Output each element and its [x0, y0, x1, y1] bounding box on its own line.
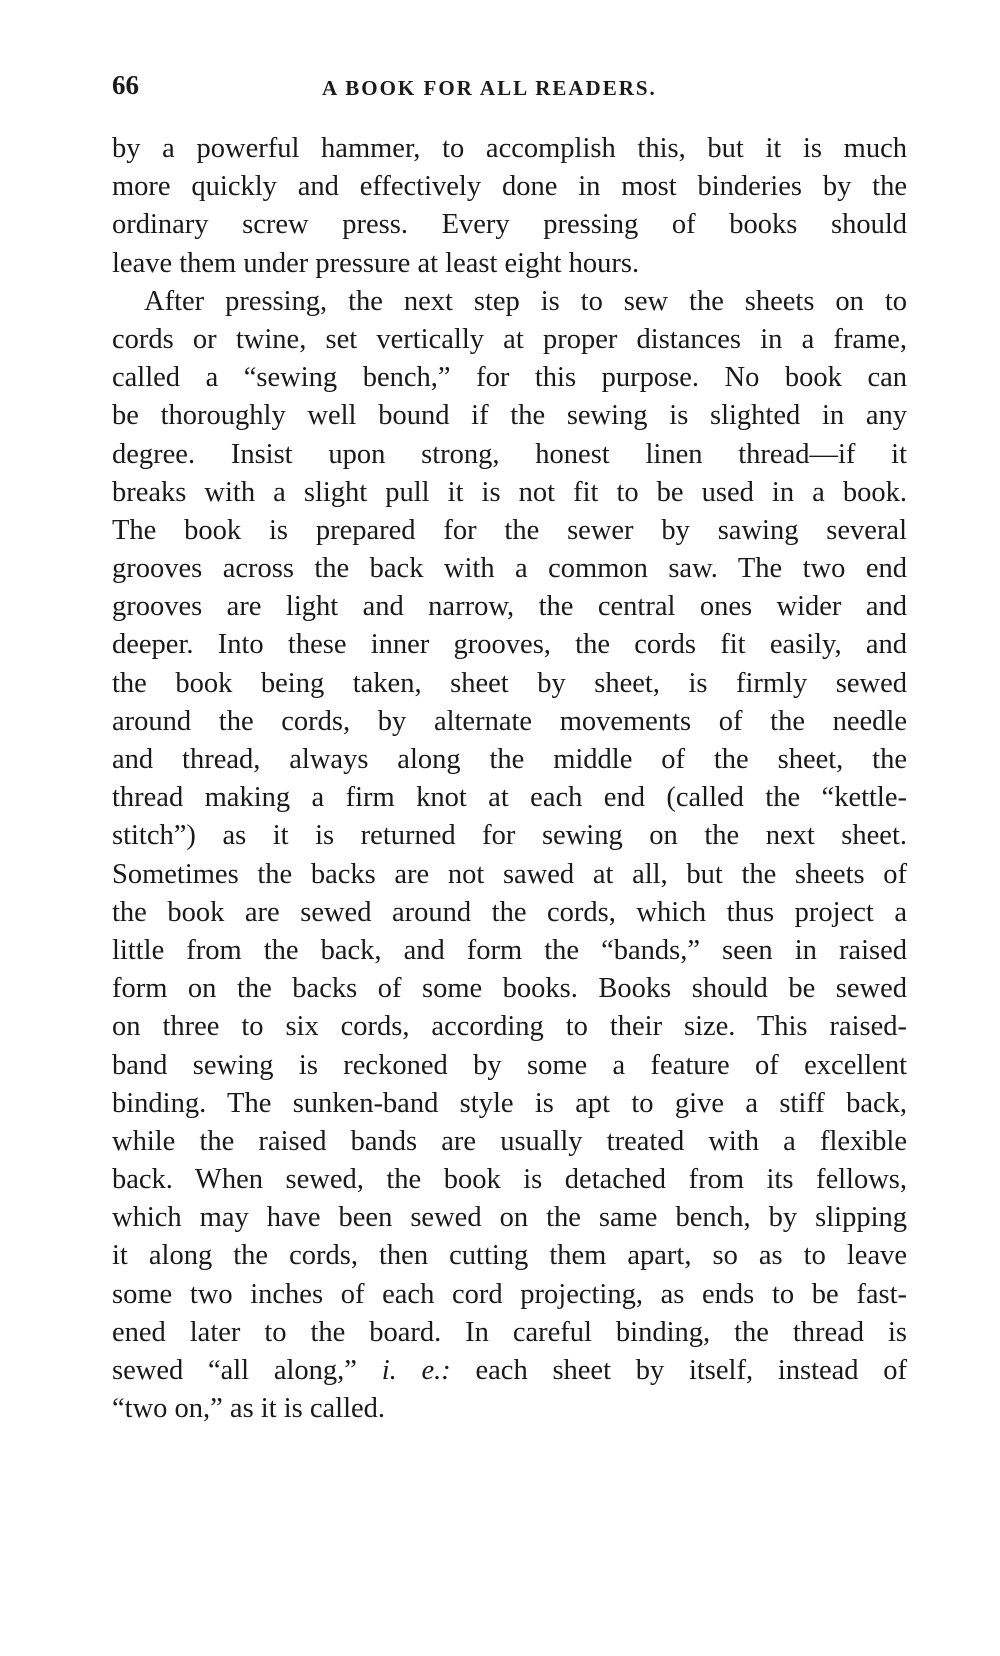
line-text: The book is prepared for the sewer by sawing several [112, 514, 907, 546]
text-line [112, 1390, 907, 1428]
text-line [112, 206, 907, 244]
text-line [112, 970, 907, 1008]
line-text: the book being taken, sheet by sheet, is firmly sewed [112, 667, 907, 699]
line-text-after: each sheet by itself, instead of [475, 1355, 908, 1386]
text-line [112, 1352, 907, 1390]
text-line [112, 130, 907, 168]
text-line [112, 1047, 907, 1085]
text-line [112, 741, 907, 779]
line-text: thread making a firm knot at each end (called the “kettle- [112, 782, 907, 814]
running-title: A BOOK FOR ALL READERS. [322, 76, 657, 100]
page-number: 66 [112, 70, 139, 100]
text-line [112, 665, 907, 703]
line-text: degree. Insist upon strong, honest linen thread—if it [112, 438, 907, 470]
line-text: more quickly and effectively done in most binderies by the [112, 171, 907, 203]
text-line [112, 588, 907, 626]
line-text: “two on,” as it is called. [112, 1393, 386, 1425]
text-line [112, 283, 907, 321]
line-text: around the cords, by alternate movements of the needle [112, 705, 907, 737]
text-line [112, 359, 907, 397]
line-text: band sewing is reckoned by some a feature of excellent [112, 1049, 907, 1081]
line-text: on three to six cords, according to their size. This raised- [112, 1011, 907, 1043]
line-text: Sometimes the backs are not sawed at all, but the sheets of [112, 858, 907, 890]
text-line [112, 168, 907, 206]
text-line [112, 779, 907, 817]
text-line [112, 894, 907, 932]
line-text: while the raised bands are usually treated with a flexible [112, 1125, 907, 1157]
line-text: ordinary screw press. Every pressing of books should [112, 209, 907, 241]
line-text: some two inches of each cord projecting, as ends to be fast- [112, 1278, 907, 1310]
text-line [112, 932, 907, 970]
line-text: breaks with a slight pull it is not fit to be used in a book. [112, 476, 907, 508]
line-text: grooves across the back with a common saw. The two end [112, 553, 907, 585]
line-text: sewed “all along,” [112, 1355, 357, 1386]
italic-abbreviation: i. e.: [381, 1355, 451, 1386]
text-line [112, 626, 907, 664]
line-text: cords or twine, set vertically at proper distances in a frame, [112, 323, 907, 355]
line-text: be thoroughly well bound if the sewing is slighted in any [112, 400, 907, 432]
line-text: and thread, always along the middle of the sheet, the [112, 744, 907, 775]
line-text: by a powerful hammer, to accomplish this, but it is much [112, 133, 907, 164]
line-text: binding. The sunken-band style is apt to give a stiff back, [112, 1087, 907, 1119]
line-text: which may have been sewed on the same bench, by slipping [112, 1202, 907, 1234]
line-text: After pressing, the next step is to sew the sheets on to [144, 285, 907, 317]
text-line [112, 1199, 907, 1237]
text-line [112, 856, 907, 894]
text-line [112, 1161, 907, 1199]
line-text: form on the backs of some books. Books should be sewed [112, 973, 907, 1005]
text-line [112, 1123, 907, 1161]
text-line [112, 817, 907, 855]
text-line [112, 436, 907, 474]
text-line [112, 474, 907, 512]
line-text: called a “sewing bench,” for this purpose. No book can [112, 362, 907, 394]
text-line [112, 1008, 907, 1046]
line-text: deeper. Into these inner grooves, the cords fit easily, and [112, 629, 907, 661]
line-text: grooves are light and narrow, the central ones wider and [112, 591, 907, 623]
text-line [112, 703, 907, 741]
text-line [112, 1237, 907, 1275]
text-line [112, 397, 907, 435]
line-text: little from the back, and form the “bands,” seen in raised [112, 934, 907, 966]
text-line [112, 321, 907, 359]
line-text: the book are sewed around the cords, which thus project a [112, 896, 907, 928]
line-text: ened later to the board. In careful binding, the thread is [112, 1316, 907, 1348]
text-line [112, 512, 907, 550]
line-text: it along the cords, then cutting them apart, so as to leave [112, 1240, 907, 1272]
line-text: leave them under pressure at least eight hours. [112, 247, 640, 279]
text-line [112, 550, 907, 588]
body-text [112, 130, 907, 1428]
text-line [112, 1085, 907, 1123]
text-line [112, 245, 907, 283]
line-text: stitch”) as it is returned for sewing on the next sheet. [112, 820, 907, 852]
text-line [112, 1276, 907, 1314]
line-text: back. When sewed, the book is detached from its fellows, [112, 1164, 907, 1196]
text-line [112, 1314, 907, 1352]
